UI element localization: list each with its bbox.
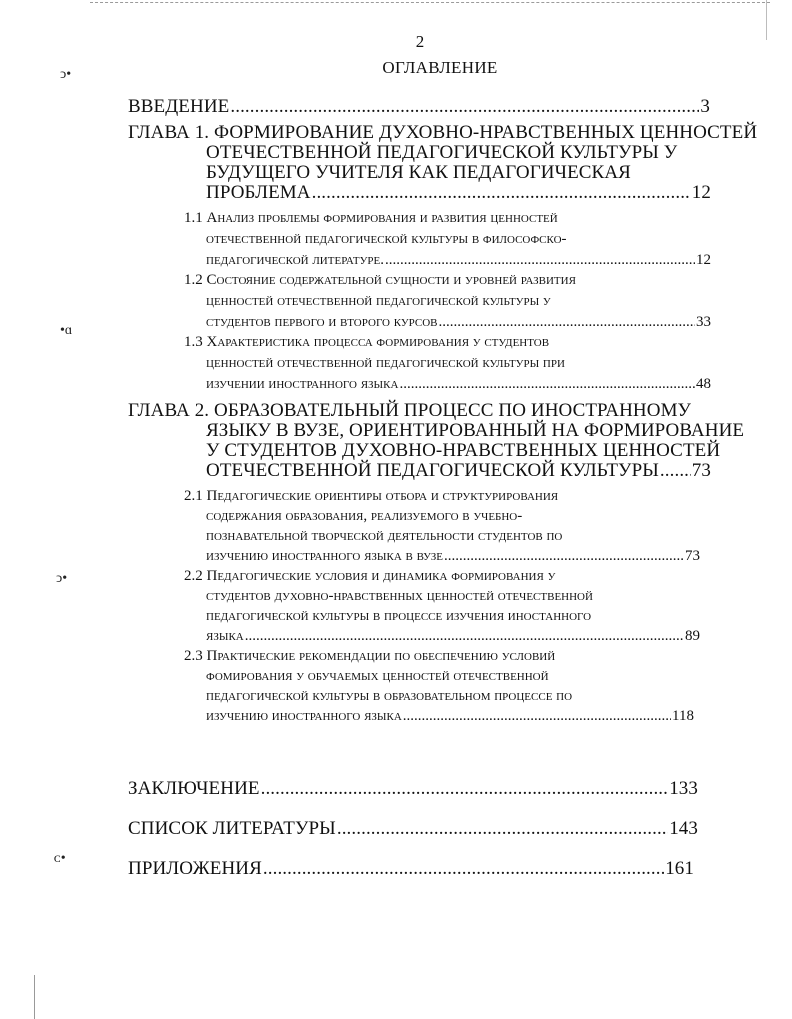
section-1-1-line: 1.1 Анализ проблемы формирования и развития ценностей <box>184 210 558 226</box>
section-1-2-line: 1.2 Состояние содержательной сущности и уровней развития <box>184 272 576 288</box>
toc-page-number: 133 <box>669 778 698 799</box>
toc-entry-label: студентов первого и второго курсов <box>206 314 438 330</box>
toc-entry-section-1-1[interactable] <box>206 252 711 269</box>
toc-entry-intro[interactable] <box>128 96 710 118</box>
toc-entry-chapter-1[interactable] <box>206 182 711 204</box>
toc-entry-label: изучению иностранного языка в вузе <box>206 548 443 564</box>
toc-entry-label: ПРИЛОЖЕНИЯ <box>128 858 262 879</box>
dot-leader <box>660 460 691 482</box>
toc-entry-conclusion[interactable] <box>128 778 698 800</box>
toc-page-number: 48 <box>696 376 711 392</box>
chapter-2-title-line: У СТУДЕНТОВ ДУХОВНО-НРАВСТВЕННЫХ ЦЕННОСТЕЙ <box>206 440 721 461</box>
section-1-2-line: ценностей отечественной педагогической культуры у <box>206 293 551 309</box>
toc-entry-label: СПИСОК ЛИТЕРАТУРЫ <box>128 818 336 839</box>
section-2-2-line: 2.2 Педагогические условия и динамика формирования у <box>184 568 556 584</box>
section-2-2-line: педагогической культуры в процессе изучения иностанного <box>206 608 592 624</box>
toc-entry-references[interactable] <box>128 818 698 840</box>
toc-entry-label: ОТЕЧЕСТВЕННОЙ ПЕДАГОГИЧЕСКОЙ КУЛЬТУРЫ <box>206 460 659 481</box>
dot-leader <box>444 548 684 565</box>
scan-border-top <box>90 2 770 3</box>
dot-leader <box>263 858 664 880</box>
toc-entry-appendix[interactable] <box>128 858 694 880</box>
dot-leader <box>439 314 696 331</box>
toc-entry-section-2-3[interactable] <box>206 708 694 725</box>
toc-entry-label: ВВЕДЕНИЕ <box>128 96 230 117</box>
punch-hole-icon: ↄ• <box>56 571 68 586</box>
dot-leader <box>399 376 695 393</box>
toc-page-number: 73 <box>685 548 700 564</box>
toc-page-number: 161 <box>665 858 694 879</box>
toc-page-number: 89 <box>685 628 700 644</box>
toc-page-number: 3 <box>700 96 710 117</box>
toc-entry-section-2-2[interactable] <box>206 628 700 645</box>
section-1-1-line: отечественной педагогической культуры в философско- <box>206 231 567 247</box>
chapter-1-title-line: ГЛАВА 1. ФОРМИРОВАНИЕ ДУХОВНО-НРАВСТВЕННЫХ ЦЕННОСТЕЙ <box>128 122 758 143</box>
section-2-1-line: познавательной творческой деятельности студентов по <box>206 528 563 544</box>
section-2-1-line: 2.1 Педагогические ориентиры отбора и структурирования <box>184 488 559 504</box>
dot-leader <box>230 96 699 118</box>
chapter-2-title-line: ГЛАВА 2. ОБРАЗОВАТЕЛЬНЫЙ ПРОЦЕСС ПО ИНОСТРАННОМУ <box>128 400 692 421</box>
dot-leader <box>261 778 669 800</box>
section-2-3-line: фомирования у обучаемых ценностей отечественной <box>206 668 549 684</box>
dot-leader <box>385 252 695 269</box>
toc-page-number: 73 <box>691 460 711 481</box>
section-2-3-line: 2.3 Практические рекомендации по обеспечению условий <box>184 648 556 664</box>
punch-hole-icon: •ɑ <box>60 323 73 338</box>
page-title: ОГЛАВЛЕНИЕ <box>382 58 498 77</box>
toc-entry-label: педагогической литературе. <box>206 252 384 268</box>
toc-entry-section-2-1[interactable] <box>206 548 700 565</box>
chapter-2-title-line: ЯЗЫКУ В ВУЗЕ, ОРИЕНТИРОВАННЫЙ НА ФОРМИРОВАНИЕ <box>206 420 745 441</box>
punch-hole-icon: ᴄ• <box>54 851 66 866</box>
section-1-3-line: ценностей отечественной педагогической культуры при <box>206 355 565 371</box>
toc-entry-label: языка <box>206 628 244 644</box>
toc-entry-label: изучению иностранного языка <box>206 708 402 724</box>
scan-border-left <box>34 975 35 1019</box>
toc-page-number: 12 <box>691 182 711 203</box>
section-2-1-line: содержания образования, реализуемого в учебно- <box>206 508 523 524</box>
toc-entry-section-1-3[interactable] <box>206 376 711 393</box>
page-number: 2 <box>415 32 425 51</box>
toc-entry-label: ЗАКЛЮЧЕНИЕ <box>128 778 260 799</box>
chapter-1-title-line: БУДУЩЕГО УЧИТЕЛЯ КАК ПЕДАГОГИЧЕСКАЯ <box>206 162 631 183</box>
toc-entry-label: ПРОБЛЕМА <box>206 182 311 203</box>
toc-page-number: 12 <box>696 252 711 268</box>
toc-page-number: 33 <box>696 314 711 330</box>
dot-leader <box>337 818 668 840</box>
dot-leader <box>403 708 671 725</box>
toc-entry-chapter-2[interactable] <box>206 460 711 482</box>
section-2-3-line: педагогической культуры в образовательном процессе по <box>206 688 573 704</box>
toc-page-number: 118 <box>672 708 694 724</box>
toc-entry-section-1-2[interactable] <box>206 314 711 331</box>
section-1-3-line: 1.3 Характеристика процесса формирования у студентов <box>184 334 550 350</box>
dot-leader <box>245 628 684 645</box>
toc-entry-label: изучении иностранного языка <box>206 376 399 392</box>
punch-hole-icon: ↄ• <box>60 67 72 82</box>
section-2-2-line: студентов духовно-нравственных ценностей отечественной <box>206 588 593 604</box>
chapter-1-title-line: ОТЕЧЕСТВЕННОЙ ПЕДАГОГИЧЕСКОЙ КУЛЬТУРЫ У <box>206 142 678 163</box>
dot-leader <box>312 182 691 204</box>
toc-page-number: 143 <box>669 818 698 839</box>
